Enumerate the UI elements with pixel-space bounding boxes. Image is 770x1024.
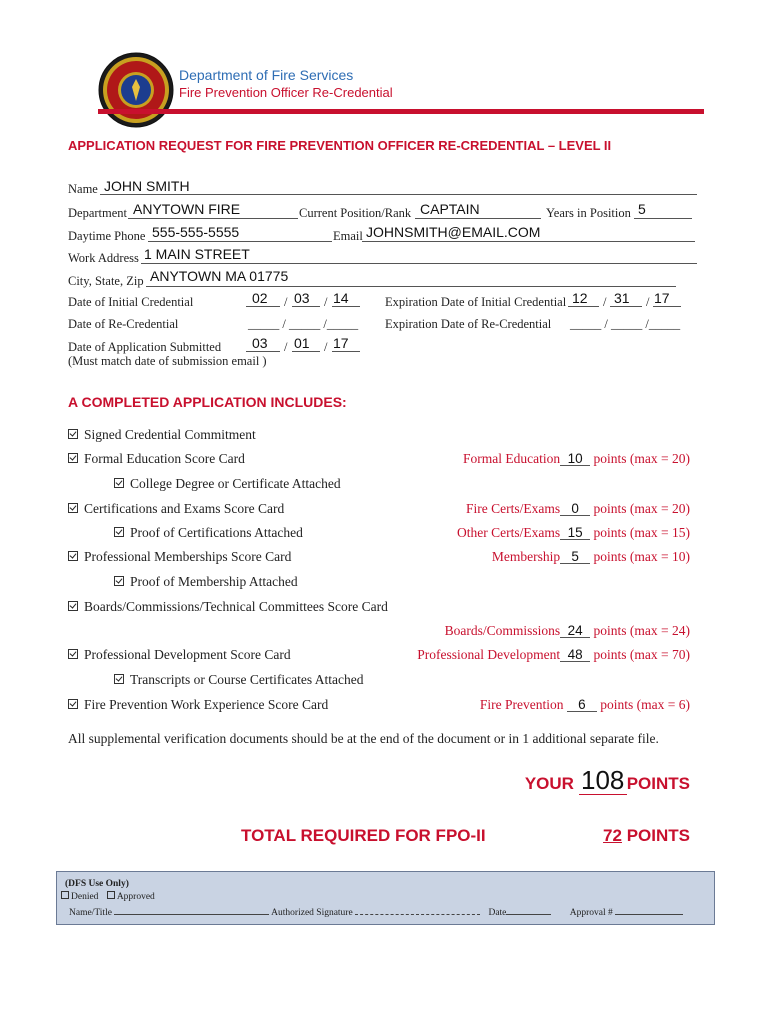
submitted-day[interactable]: 01 xyxy=(294,335,310,351)
points-value-input[interactable]: 10 xyxy=(560,452,590,466)
points-label: Fire Prevention xyxy=(479,697,564,712)
date-label: Date xyxy=(488,908,507,918)
points-max: points (max = 70) xyxy=(593,647,690,662)
checklist-item-work-experience[interactable] xyxy=(68,697,328,713)
checklist-label: Certifications and Exams Score Card xyxy=(84,501,285,516)
your-points-row xyxy=(525,766,690,795)
initial-cred-line-1 xyxy=(246,306,280,307)
checkbox-icon[interactable] xyxy=(68,649,78,659)
required-points-row xyxy=(603,826,690,846)
exp-initial-month[interactable]: 12 xyxy=(572,290,588,306)
years-field[interactable]: 5 xyxy=(638,201,646,217)
points-value-input[interactable]: 48 xyxy=(560,648,590,662)
initial-cred-month[interactable]: 02 xyxy=(252,290,268,306)
work-address-line xyxy=(141,263,697,264)
submitted-label: Date of Application Submitted xyxy=(68,340,222,354)
position-line xyxy=(415,218,541,219)
name-title-label: Name/Title xyxy=(69,908,112,918)
dfs-title: (DFS Use Only) xyxy=(65,879,129,889)
email-label: Email xyxy=(333,229,363,243)
approved-checkbox-icon[interactable] xyxy=(107,891,115,899)
points-label: Boards/Commissions xyxy=(444,623,561,638)
points-max: points (max = 20) xyxy=(593,501,690,516)
checklist-item-boards[interactable] xyxy=(68,599,388,615)
checklist-item-formal-education[interactable] xyxy=(68,451,245,467)
exp-initial-day[interactable]: 31 xyxy=(614,290,630,306)
points-max: points (max = 20) xyxy=(593,451,690,466)
work-address-label: Work Address xyxy=(68,251,139,265)
form-title: APPLICATION REQUEST FOR FIRE PREVENTION OFFICER RE-CREDENTIAL – LEVEL II xyxy=(68,138,612,153)
phone-label: Daytime Phone xyxy=(68,229,146,243)
dfs-signature-row xyxy=(69,908,683,918)
email-line xyxy=(362,241,695,242)
denied-label: Denied xyxy=(71,892,99,902)
checklist-label: Boards/Commissions/Technical Committees Score Card xyxy=(84,599,388,614)
checkbox-icon[interactable] xyxy=(114,674,124,684)
checklist-item-memberships[interactable] xyxy=(68,549,291,565)
phone-line xyxy=(148,241,332,242)
points-label: Professional Development xyxy=(417,647,561,662)
initial-cred-line-3 xyxy=(332,306,360,307)
required-points-value: 72 xyxy=(603,826,622,845)
points-fire-prevention xyxy=(480,697,690,713)
work-address-field[interactable]: 1 MAIN STREET xyxy=(144,246,250,262)
points-value-input[interactable]: 24 xyxy=(560,624,590,638)
city-label: City, State, Zip xyxy=(68,274,144,288)
header-red-rule xyxy=(98,109,704,114)
department-field[interactable]: ANYTOWN FIRE xyxy=(133,201,241,217)
submitted-month[interactable]: 03 xyxy=(252,335,268,351)
checkbox-icon[interactable] xyxy=(68,453,78,463)
checkbox-icon[interactable] xyxy=(68,551,78,561)
dfs-status-row xyxy=(61,891,155,902)
required-points-word: POINTS xyxy=(626,826,690,845)
required-label: TOTAL REQUIRED FOR FPO-II xyxy=(241,826,486,845)
checkbox-icon[interactable] xyxy=(68,503,78,513)
points-formal-education xyxy=(463,451,690,467)
points-max: points (max = 6) xyxy=(600,697,690,712)
checklist-label: Professional Memberships Score Card xyxy=(84,549,292,564)
header-subtitle: Fire Prevention Officer Re-Credential xyxy=(179,85,393,100)
points-label: Membership xyxy=(491,549,561,564)
years-line xyxy=(634,218,692,219)
checklist-item-proof-certifications[interactable] xyxy=(114,525,303,541)
approved-label: Approved xyxy=(116,892,155,902)
checklist-label: Fire Prevention Work Experience Score Card xyxy=(84,697,329,712)
section-heading: A COMPLETED APPLICATION INCLUDES: xyxy=(68,394,347,410)
exp-recred-label: Expiration Date of Re-Credential xyxy=(385,317,552,331)
slash: / xyxy=(646,295,650,309)
date-field[interactable] xyxy=(506,914,551,915)
exp-initial-line-3 xyxy=(653,306,681,307)
checklist-item-proof-membership[interactable] xyxy=(114,574,298,590)
exp-recred-field[interactable]: _____ / _____ /_____ xyxy=(570,317,681,331)
checkbox-icon[interactable] xyxy=(68,429,78,439)
dfs-use-only-box xyxy=(56,871,715,925)
name-field[interactable]: JOHN SMITH xyxy=(104,178,190,194)
checklist-item-transcripts[interactable] xyxy=(114,672,363,688)
points-fire-certs xyxy=(466,501,690,517)
points-value-input[interactable]: 0 xyxy=(560,502,590,516)
initial-cred-label: Date of Initial Credential xyxy=(68,295,194,309)
points-label: Other Certs/Exams xyxy=(457,525,561,540)
checkbox-icon[interactable] xyxy=(114,527,124,537)
points-max: points (max = 24) xyxy=(593,623,690,638)
position-field[interactable]: CAPTAIN xyxy=(420,201,480,217)
points-label: Fire Certs/Exams xyxy=(466,501,561,516)
recred-label: Date of Re-Credential xyxy=(68,317,179,331)
exp-initial-label: Expiration Date of Initial Credential xyxy=(385,295,567,309)
points-membership xyxy=(492,549,690,565)
exp-initial-year[interactable]: 17 xyxy=(654,290,670,306)
slash: / xyxy=(603,295,607,309)
submitted-line-3 xyxy=(332,351,360,352)
initial-cred-day[interactable]: 03 xyxy=(294,290,310,306)
points-label: Formal Education xyxy=(463,451,561,466)
points-max: points (max = 10) xyxy=(593,549,690,564)
authorized-signature-field[interactable] xyxy=(355,914,480,915)
supplemental-note: All supplemental verification documents should be at the end of the document or in 1 additional separate file. xyxy=(68,731,659,746)
name-line xyxy=(100,194,697,195)
checklist-label: Proof of Membership Attached xyxy=(130,574,298,589)
points-value-input[interactable]: 5 xyxy=(560,550,590,564)
points-value-input[interactable]: 6 xyxy=(567,698,597,712)
submitted-note: (Must match date of submission email ) xyxy=(68,354,267,368)
checklist-label: Professional Development Score Card xyxy=(84,647,291,662)
slash: / xyxy=(284,295,288,309)
checklist-item-certifications[interactable] xyxy=(68,501,284,517)
checklist-item-credential-commitment[interactable] xyxy=(68,427,256,443)
initial-cred-line-2 xyxy=(292,306,320,307)
slash: / xyxy=(284,340,288,354)
exp-initial-line-1 xyxy=(568,306,599,307)
denied-checkbox-icon[interactable] xyxy=(61,891,69,899)
submitted-year[interactable]: 17 xyxy=(333,335,349,351)
checklist-label: Proof of Certifications Attached xyxy=(130,525,303,540)
checkbox-icon[interactable] xyxy=(114,478,124,488)
checkbox-icon[interactable] xyxy=(114,576,124,586)
checklist-item-college-degree[interactable] xyxy=(114,476,341,492)
authorized-signature-label: Authorized Signature xyxy=(271,908,353,918)
fire-prevention-seal-logo xyxy=(98,52,174,128)
city-line xyxy=(146,286,676,287)
initial-cred-year[interactable]: 14 xyxy=(333,290,349,306)
points-professional-development xyxy=(417,647,690,663)
email-field[interactable]: JOHNSMITH@EMAIL.COM xyxy=(366,224,541,240)
your-label: YOUR xyxy=(524,774,574,793)
points-value-input[interactable]: 15 xyxy=(560,526,590,540)
points-max: points (max = 15) xyxy=(593,525,690,540)
points-word: POINTS xyxy=(626,774,690,793)
recred-field[interactable]: _____ / _____ /_____ xyxy=(248,317,359,331)
checklist-label: Signed Credential Commitment xyxy=(84,427,256,442)
approval-label: Approval # xyxy=(569,908,613,918)
name-title-field[interactable] xyxy=(114,914,269,915)
checkbox-icon[interactable] xyxy=(68,601,78,611)
slash: / xyxy=(324,340,328,354)
slash: / xyxy=(324,295,328,309)
checklist-label: Formal Education Score Card xyxy=(84,451,245,466)
submitted-line-1 xyxy=(246,351,280,352)
points-boards xyxy=(445,623,690,639)
department-line xyxy=(128,218,298,219)
checklist-item-professional-development[interactable] xyxy=(68,647,291,663)
points-other-certs xyxy=(457,525,690,541)
approval-field[interactable] xyxy=(615,914,683,915)
exp-initial-line-2 xyxy=(610,306,642,307)
checklist-label: Transcripts or Course Certificates Attached xyxy=(130,672,364,687)
your-points-value[interactable]: 108 xyxy=(579,766,627,795)
city-field[interactable]: ANYTOWN MA 01775 xyxy=(150,268,289,284)
phone-field[interactable]: 555-555-5555 xyxy=(152,224,240,240)
department-label: Department xyxy=(68,206,128,220)
checklist-label: College Degree or Certificate Attached xyxy=(130,476,341,491)
department-title: Department of Fire Services xyxy=(179,67,354,83)
checkbox-icon[interactable] xyxy=(68,699,78,709)
name-label: Name xyxy=(68,182,98,196)
submitted-line-2 xyxy=(292,351,320,352)
position-label: Current Position/Rank xyxy=(299,206,412,220)
years-label: Years in Position xyxy=(546,206,631,220)
